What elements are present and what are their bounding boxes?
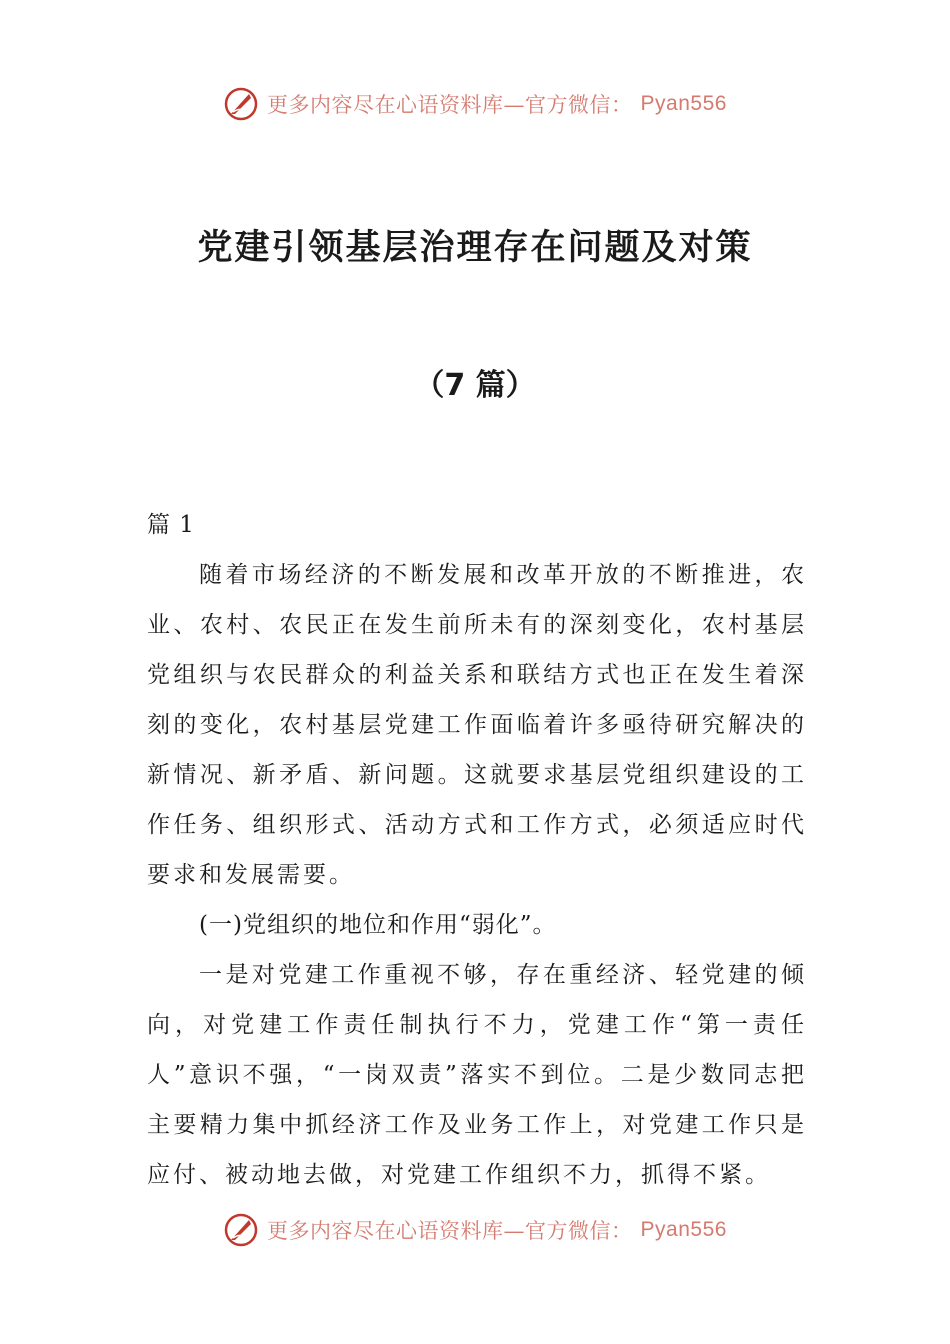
watermark-wechat-id: Pyan556 bbox=[640, 92, 727, 115]
watermark-header bbox=[0, 86, 950, 122]
watermark-text: 更多内容尽在心语资料库—官方微信： bbox=[267, 93, 633, 117]
subheading-1: (一)党组织的地位和作用“弱化”。 bbox=[199, 912, 557, 938]
watermark-text: 更多内容尽在心语资料库—官方微信： bbox=[267, 1219, 633, 1243]
quill-logo-icon bbox=[223, 86, 259, 122]
watermark-footer bbox=[0, 1212, 950, 1248]
paragraph-2: 一是对党建工作重视不够，存在重经济、轻党建的倾向，对党建工作责任制执行不力，党建工作“第一责任人”意识不强，“一岗双责”落实不到位。二是少数同志把主要精力集中抓经济工作及业务工作上，对党建工作只是应付、被动地去做，对党建工作组织不力，抓得不紧。 bbox=[147, 962, 807, 1188]
document-body bbox=[147, 500, 807, 1200]
paragraph-1: 随着市场经济的不断发展和改革开放的不断推进，农业、农村、农民正在发生前所未有的深刻变化，农村基层党组织与农民群众的利益关系和联结方式也正在发生着深刻的变化，农村基层党建工作面临着许多亟待研究解决的新情况、新矛盾、新问题。这就要求基层党组织建设的工作任务、组织形式、活动方式和工作方式，必须适应时代要求和发展需要。 bbox=[147, 562, 807, 888]
quill-logo-icon bbox=[223, 1212, 259, 1248]
document-subtitle: （7 篇） bbox=[414, 368, 536, 403]
document-title: 党建引领基层治理存在问题及对策 bbox=[197, 228, 753, 268]
watermark-wechat-id: Pyan556 bbox=[640, 1218, 727, 1241]
section-label: 篇 1 bbox=[147, 512, 195, 538]
